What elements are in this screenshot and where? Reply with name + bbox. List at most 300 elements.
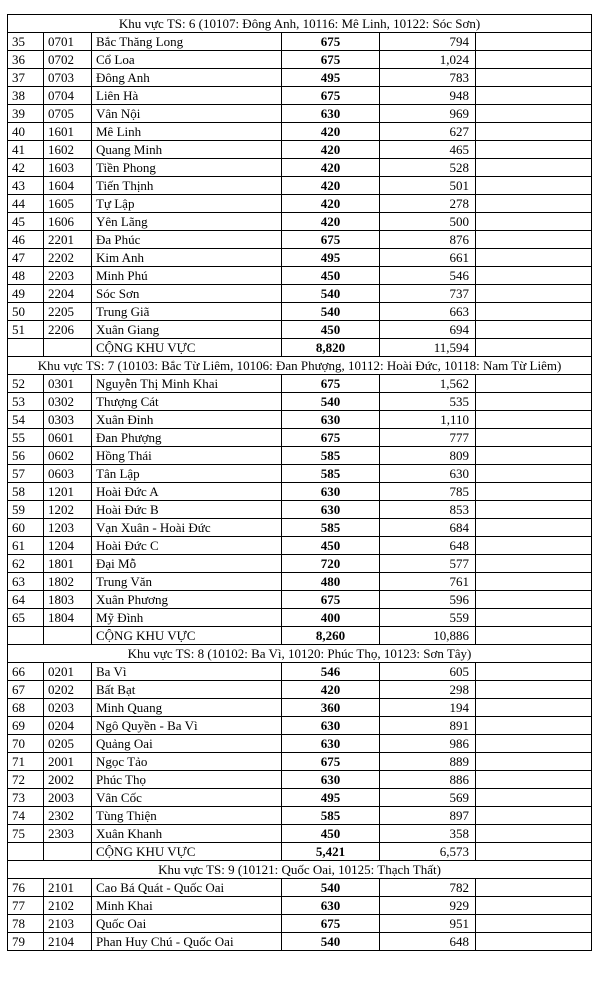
blank-cell bbox=[476, 339, 592, 357]
region-total-label: CỘNG KHU VỰC bbox=[92, 843, 282, 861]
quota-value: 630 bbox=[282, 735, 380, 753]
school-code: 0603 bbox=[44, 465, 92, 483]
quota-value: 480 bbox=[282, 573, 380, 591]
quota-value: 630 bbox=[282, 501, 380, 519]
applicant-count: 794 bbox=[380, 33, 476, 51]
blank-cell bbox=[476, 195, 592, 213]
blank-cell bbox=[476, 915, 592, 933]
region-total-quota: 8,820 bbox=[282, 339, 380, 357]
school-code: 1802 bbox=[44, 573, 92, 591]
applicant-count: 929 bbox=[380, 897, 476, 915]
table-row bbox=[8, 789, 592, 807]
school-code: 2101 bbox=[44, 879, 92, 897]
region-total-quota: 5,421 bbox=[282, 843, 380, 861]
blank-cell bbox=[476, 663, 592, 681]
blank-cell bbox=[476, 501, 592, 519]
quota-value: 546 bbox=[282, 663, 380, 681]
table-row bbox=[8, 123, 592, 141]
school-name: Minh Khai bbox=[92, 897, 282, 915]
blank-cell bbox=[476, 807, 592, 825]
table-row bbox=[8, 105, 592, 123]
blank-cell bbox=[476, 789, 592, 807]
row-index: 58 bbox=[8, 483, 44, 501]
quota-table bbox=[7, 14, 592, 951]
table-row bbox=[8, 33, 592, 51]
applicant-count: 546 bbox=[380, 267, 476, 285]
applicant-count: 694 bbox=[380, 321, 476, 339]
table-row bbox=[8, 159, 592, 177]
school-name: Phan Huy Chú - Quốc Oai bbox=[92, 933, 282, 951]
school-code: 2001 bbox=[44, 753, 92, 771]
quota-value: 450 bbox=[282, 537, 380, 555]
school-name: Xuân Khanh bbox=[92, 825, 282, 843]
blank-cell bbox=[476, 897, 592, 915]
region-total-label: CỘNG KHU VỰC bbox=[92, 339, 282, 357]
school-code: 0702 bbox=[44, 51, 92, 69]
row-index: 42 bbox=[8, 159, 44, 177]
row-index: 64 bbox=[8, 591, 44, 609]
blank-cell bbox=[476, 303, 592, 321]
row-index: 69 bbox=[8, 717, 44, 735]
blank-cell bbox=[476, 735, 592, 753]
school-code: 0705 bbox=[44, 105, 92, 123]
quota-value: 585 bbox=[282, 807, 380, 825]
region-header: Khu vực TS: 8 (10102: Ba Vì, 10120: Phúc Thọ, 10123: Sơn Tây) bbox=[8, 645, 592, 663]
quota-value: 540 bbox=[282, 393, 380, 411]
school-code: 2204 bbox=[44, 285, 92, 303]
blank-cell bbox=[476, 123, 592, 141]
school-name: Thượng Cát bbox=[92, 393, 282, 411]
school-code: 0302 bbox=[44, 393, 92, 411]
school-name: Quảng Oai bbox=[92, 735, 282, 753]
row-index: 44 bbox=[8, 195, 44, 213]
blank-cell bbox=[476, 429, 592, 447]
applicant-count: 876 bbox=[380, 231, 476, 249]
blank-cell bbox=[476, 717, 592, 735]
row-index: 79 bbox=[8, 933, 44, 951]
school-name: Phúc Thọ bbox=[92, 771, 282, 789]
quota-value: 420 bbox=[282, 681, 380, 699]
school-name: Yên Lãng bbox=[92, 213, 282, 231]
table-row bbox=[8, 465, 592, 483]
quota-value: 495 bbox=[282, 249, 380, 267]
school-name: Hoài Đức C bbox=[92, 537, 282, 555]
school-name: Trung Giã bbox=[92, 303, 282, 321]
school-code: 0204 bbox=[44, 717, 92, 735]
school-name: Nguyễn Thị Minh Khai bbox=[92, 375, 282, 393]
quota-value: 675 bbox=[282, 87, 380, 105]
region-header: Khu vực TS: 7 (10103: Bắc Từ Liêm, 10106: Đan Phượng, 10112: Hoài Đức, 10118: Nam Từ Liêm) bbox=[8, 357, 592, 375]
applicant-count: 684 bbox=[380, 519, 476, 537]
table-row bbox=[8, 699, 592, 717]
school-name: Quang Minh bbox=[92, 141, 282, 159]
quota-value: 420 bbox=[282, 123, 380, 141]
table-row bbox=[8, 591, 592, 609]
school-code: 0602 bbox=[44, 447, 92, 465]
quota-value: 495 bbox=[282, 69, 380, 87]
school-name: Đại Mỗ bbox=[92, 555, 282, 573]
blank-cell bbox=[8, 627, 44, 645]
row-index: 62 bbox=[8, 555, 44, 573]
quota-value: 585 bbox=[282, 519, 380, 537]
applicant-count: 577 bbox=[380, 555, 476, 573]
table-row bbox=[8, 771, 592, 789]
applicant-count: 948 bbox=[380, 87, 476, 105]
row-index: 73 bbox=[8, 789, 44, 807]
blank-cell bbox=[476, 519, 592, 537]
row-index: 36 bbox=[8, 51, 44, 69]
table-row bbox=[8, 915, 592, 933]
table-row bbox=[8, 51, 592, 69]
quota-value: 675 bbox=[282, 375, 380, 393]
applicant-count: 889 bbox=[380, 753, 476, 771]
blank-cell bbox=[44, 627, 92, 645]
school-code: 1201 bbox=[44, 483, 92, 501]
applicant-count: 465 bbox=[380, 141, 476, 159]
school-name: Xuân Giang bbox=[92, 321, 282, 339]
region-header-row bbox=[8, 645, 592, 663]
quota-value: 675 bbox=[282, 429, 380, 447]
table-row bbox=[8, 267, 592, 285]
applicant-count: 648 bbox=[380, 933, 476, 951]
applicant-count: 596 bbox=[380, 591, 476, 609]
row-index: 75 bbox=[8, 825, 44, 843]
school-name: Ngô Quyền - Ba Vì bbox=[92, 717, 282, 735]
school-name: Xuân Phương bbox=[92, 591, 282, 609]
quota-value: 720 bbox=[282, 555, 380, 573]
table-row bbox=[8, 429, 592, 447]
school-name: Cổ Loa bbox=[92, 51, 282, 69]
row-index: 43 bbox=[8, 177, 44, 195]
school-code: 1604 bbox=[44, 177, 92, 195]
school-name: Đa Phúc bbox=[92, 231, 282, 249]
quota-value: 675 bbox=[282, 915, 380, 933]
applicant-count: 761 bbox=[380, 573, 476, 591]
applicant-count: 1,110 bbox=[380, 411, 476, 429]
applicant-count: 569 bbox=[380, 789, 476, 807]
blank-cell bbox=[476, 33, 592, 51]
region-header-row bbox=[8, 357, 592, 375]
row-index: 47 bbox=[8, 249, 44, 267]
row-index: 35 bbox=[8, 33, 44, 51]
applicant-count: 559 bbox=[380, 609, 476, 627]
table-row bbox=[8, 681, 592, 699]
applicant-count: 897 bbox=[380, 807, 476, 825]
table-row bbox=[8, 393, 592, 411]
blank-cell bbox=[8, 339, 44, 357]
blank-cell bbox=[476, 771, 592, 789]
blank-cell bbox=[476, 249, 592, 267]
row-index: 41 bbox=[8, 141, 44, 159]
table-row bbox=[8, 753, 592, 771]
blank-cell bbox=[476, 213, 592, 231]
quota-table-body bbox=[8, 15, 592, 951]
school-name: Bất Bạt bbox=[92, 681, 282, 699]
applicant-count: 500 bbox=[380, 213, 476, 231]
school-name: Quốc Oai bbox=[92, 915, 282, 933]
blank-cell bbox=[476, 51, 592, 69]
row-index: 49 bbox=[8, 285, 44, 303]
applicant-count: 535 bbox=[380, 393, 476, 411]
school-code: 1203 bbox=[44, 519, 92, 537]
table-row bbox=[8, 213, 592, 231]
row-index: 74 bbox=[8, 807, 44, 825]
quota-value: 540 bbox=[282, 285, 380, 303]
blank-cell bbox=[476, 267, 592, 285]
blank-cell bbox=[476, 843, 592, 861]
row-index: 51 bbox=[8, 321, 44, 339]
applicant-count: 777 bbox=[380, 429, 476, 447]
school-code: 2302 bbox=[44, 807, 92, 825]
row-index: 67 bbox=[8, 681, 44, 699]
quota-value: 540 bbox=[282, 933, 380, 951]
applicant-count: 663 bbox=[380, 303, 476, 321]
table-row bbox=[8, 195, 592, 213]
school-name: Tiến Thịnh bbox=[92, 177, 282, 195]
school-name: Vân Cốc bbox=[92, 789, 282, 807]
blank-cell bbox=[476, 321, 592, 339]
quota-value: 675 bbox=[282, 231, 380, 249]
row-index: 57 bbox=[8, 465, 44, 483]
school-code: 1605 bbox=[44, 195, 92, 213]
school-name: Ngọc Tảo bbox=[92, 753, 282, 771]
quota-value: 420 bbox=[282, 213, 380, 231]
school-code: 0201 bbox=[44, 663, 92, 681]
school-code: 0301 bbox=[44, 375, 92, 393]
table-row bbox=[8, 321, 592, 339]
table-row bbox=[8, 735, 592, 753]
applicant-count: 785 bbox=[380, 483, 476, 501]
school-name: Minh Quang bbox=[92, 699, 282, 717]
quota-value: 450 bbox=[282, 825, 380, 843]
table-row bbox=[8, 663, 592, 681]
row-index: 48 bbox=[8, 267, 44, 285]
quota-value: 585 bbox=[282, 465, 380, 483]
school-code: 1601 bbox=[44, 123, 92, 141]
school-code: 1603 bbox=[44, 159, 92, 177]
blank-cell bbox=[476, 681, 592, 699]
applicant-count: 809 bbox=[380, 447, 476, 465]
blank-cell bbox=[476, 411, 592, 429]
row-index: 60 bbox=[8, 519, 44, 537]
quota-value: 630 bbox=[282, 771, 380, 789]
school-name: Đan Phượng bbox=[92, 429, 282, 447]
table-row bbox=[8, 303, 592, 321]
school-name: Hồng Thái bbox=[92, 447, 282, 465]
row-index: 59 bbox=[8, 501, 44, 519]
applicant-count: 782 bbox=[380, 879, 476, 897]
school-code: 0303 bbox=[44, 411, 92, 429]
quota-value: 420 bbox=[282, 141, 380, 159]
region-total-row bbox=[8, 627, 592, 645]
quota-value: 420 bbox=[282, 159, 380, 177]
row-index: 71 bbox=[8, 753, 44, 771]
row-index: 37 bbox=[8, 69, 44, 87]
school-code: 2102 bbox=[44, 897, 92, 915]
school-code: 0704 bbox=[44, 87, 92, 105]
school-code: 2002 bbox=[44, 771, 92, 789]
applicant-count: 783 bbox=[380, 69, 476, 87]
school-code: 1804 bbox=[44, 609, 92, 627]
quota-value: 675 bbox=[282, 591, 380, 609]
school-code: 2205 bbox=[44, 303, 92, 321]
school-name: Cao Bá Quát - Quốc Oai bbox=[92, 879, 282, 897]
school-code: 2104 bbox=[44, 933, 92, 951]
applicant-count: 986 bbox=[380, 735, 476, 753]
applicant-count: 194 bbox=[380, 699, 476, 717]
row-index: 54 bbox=[8, 411, 44, 429]
blank-cell bbox=[476, 465, 592, 483]
quota-value: 540 bbox=[282, 879, 380, 897]
blank-cell bbox=[476, 825, 592, 843]
table-row bbox=[8, 483, 592, 501]
quota-value: 450 bbox=[282, 267, 380, 285]
applicant-count: 969 bbox=[380, 105, 476, 123]
school-code: 1801 bbox=[44, 555, 92, 573]
school-name: Ba Vì bbox=[92, 663, 282, 681]
school-name: Tân Lập bbox=[92, 465, 282, 483]
applicant-count: 648 bbox=[380, 537, 476, 555]
blank-cell bbox=[476, 933, 592, 951]
table-row bbox=[8, 807, 592, 825]
table-row bbox=[8, 177, 592, 195]
applicant-count: 1,562 bbox=[380, 375, 476, 393]
school-name: Mỹ Đình bbox=[92, 609, 282, 627]
table-row bbox=[8, 555, 592, 573]
table-row bbox=[8, 447, 592, 465]
table-row bbox=[8, 231, 592, 249]
applicant-count: 737 bbox=[380, 285, 476, 303]
school-name: Kim Anh bbox=[92, 249, 282, 267]
table-row bbox=[8, 411, 592, 429]
table-row bbox=[8, 141, 592, 159]
blank-cell bbox=[476, 609, 592, 627]
row-index: 65 bbox=[8, 609, 44, 627]
table-row bbox=[8, 501, 592, 519]
school-code: 0205 bbox=[44, 735, 92, 753]
row-index: 46 bbox=[8, 231, 44, 249]
row-index: 40 bbox=[8, 123, 44, 141]
applicant-count: 501 bbox=[380, 177, 476, 195]
blank-cell bbox=[44, 339, 92, 357]
school-code: 2201 bbox=[44, 231, 92, 249]
blank-cell bbox=[476, 879, 592, 897]
region-total-count: 10,886 bbox=[380, 627, 476, 645]
quota-value: 420 bbox=[282, 177, 380, 195]
school-name: Sóc Sơn bbox=[92, 285, 282, 303]
applicant-count: 630 bbox=[380, 465, 476, 483]
quota-value: 630 bbox=[282, 897, 380, 915]
blank-cell bbox=[476, 555, 592, 573]
row-index: 70 bbox=[8, 735, 44, 753]
table-row bbox=[8, 825, 592, 843]
row-index: 56 bbox=[8, 447, 44, 465]
quota-value: 630 bbox=[282, 483, 380, 501]
applicant-count: 358 bbox=[380, 825, 476, 843]
school-name: Xuân Đỉnh bbox=[92, 411, 282, 429]
applicant-count: 886 bbox=[380, 771, 476, 789]
row-index: 68 bbox=[8, 699, 44, 717]
row-index: 39 bbox=[8, 105, 44, 123]
quota-value: 630 bbox=[282, 717, 380, 735]
school-code: 2103 bbox=[44, 915, 92, 933]
school-code: 1204 bbox=[44, 537, 92, 555]
school-code: 0601 bbox=[44, 429, 92, 447]
region-header: Khu vực TS: 6 (10107: Đông Anh, 10116: Mê Linh, 10122: Sóc Sơn) bbox=[8, 15, 592, 33]
row-index: 38 bbox=[8, 87, 44, 105]
applicant-count: 853 bbox=[380, 501, 476, 519]
blank-cell bbox=[8, 843, 44, 861]
blank-cell bbox=[476, 591, 592, 609]
table-row bbox=[8, 609, 592, 627]
blank-cell bbox=[476, 753, 592, 771]
school-code: 0703 bbox=[44, 69, 92, 87]
table-row bbox=[8, 879, 592, 897]
blank-cell bbox=[476, 447, 592, 465]
school-code: 2003 bbox=[44, 789, 92, 807]
school-name: Tự Lập bbox=[92, 195, 282, 213]
table-row bbox=[8, 717, 592, 735]
school-name: Đông Anh bbox=[92, 69, 282, 87]
region-total-row bbox=[8, 843, 592, 861]
quota-value: 675 bbox=[282, 753, 380, 771]
table-row bbox=[8, 933, 592, 951]
school-name: Vân Nội bbox=[92, 105, 282, 123]
school-code: 2303 bbox=[44, 825, 92, 843]
school-name: Tùng Thiện bbox=[92, 807, 282, 825]
table-row bbox=[8, 285, 592, 303]
school-name: Liên Hà bbox=[92, 87, 282, 105]
applicant-count: 278 bbox=[380, 195, 476, 213]
blank-cell bbox=[476, 483, 592, 501]
quota-value: 420 bbox=[282, 195, 380, 213]
row-index: 78 bbox=[8, 915, 44, 933]
region-header: Khu vực TS: 9 (10121: Quốc Oai, 10125: Thạch Thất) bbox=[8, 861, 592, 879]
row-index: 63 bbox=[8, 573, 44, 591]
region-header-row bbox=[8, 861, 592, 879]
quota-value: 585 bbox=[282, 447, 380, 465]
quota-value: 630 bbox=[282, 105, 380, 123]
table-row bbox=[8, 87, 592, 105]
blank-cell bbox=[476, 87, 592, 105]
school-code: 1606 bbox=[44, 213, 92, 231]
applicant-count: 891 bbox=[380, 717, 476, 735]
table-row bbox=[8, 573, 592, 591]
quota-value: 400 bbox=[282, 609, 380, 627]
blank-cell bbox=[476, 393, 592, 411]
table-row bbox=[8, 375, 592, 393]
applicant-count: 298 bbox=[380, 681, 476, 699]
row-index: 76 bbox=[8, 879, 44, 897]
table-row bbox=[8, 897, 592, 915]
row-index: 50 bbox=[8, 303, 44, 321]
applicant-count: 627 bbox=[380, 123, 476, 141]
region-header-row bbox=[8, 15, 592, 33]
blank-cell bbox=[476, 375, 592, 393]
applicant-count: 605 bbox=[380, 663, 476, 681]
school-name: Hoài Đức B bbox=[92, 501, 282, 519]
blank-cell bbox=[476, 69, 592, 87]
quota-value: 495 bbox=[282, 789, 380, 807]
school-name: Trung Văn bbox=[92, 573, 282, 591]
school-code: 2206 bbox=[44, 321, 92, 339]
applicant-count: 661 bbox=[380, 249, 476, 267]
blank-cell bbox=[476, 537, 592, 555]
quota-value: 450 bbox=[282, 321, 380, 339]
school-code: 0701 bbox=[44, 33, 92, 51]
row-index: 66 bbox=[8, 663, 44, 681]
region-total-label: CỘNG KHU VỰC bbox=[92, 627, 282, 645]
